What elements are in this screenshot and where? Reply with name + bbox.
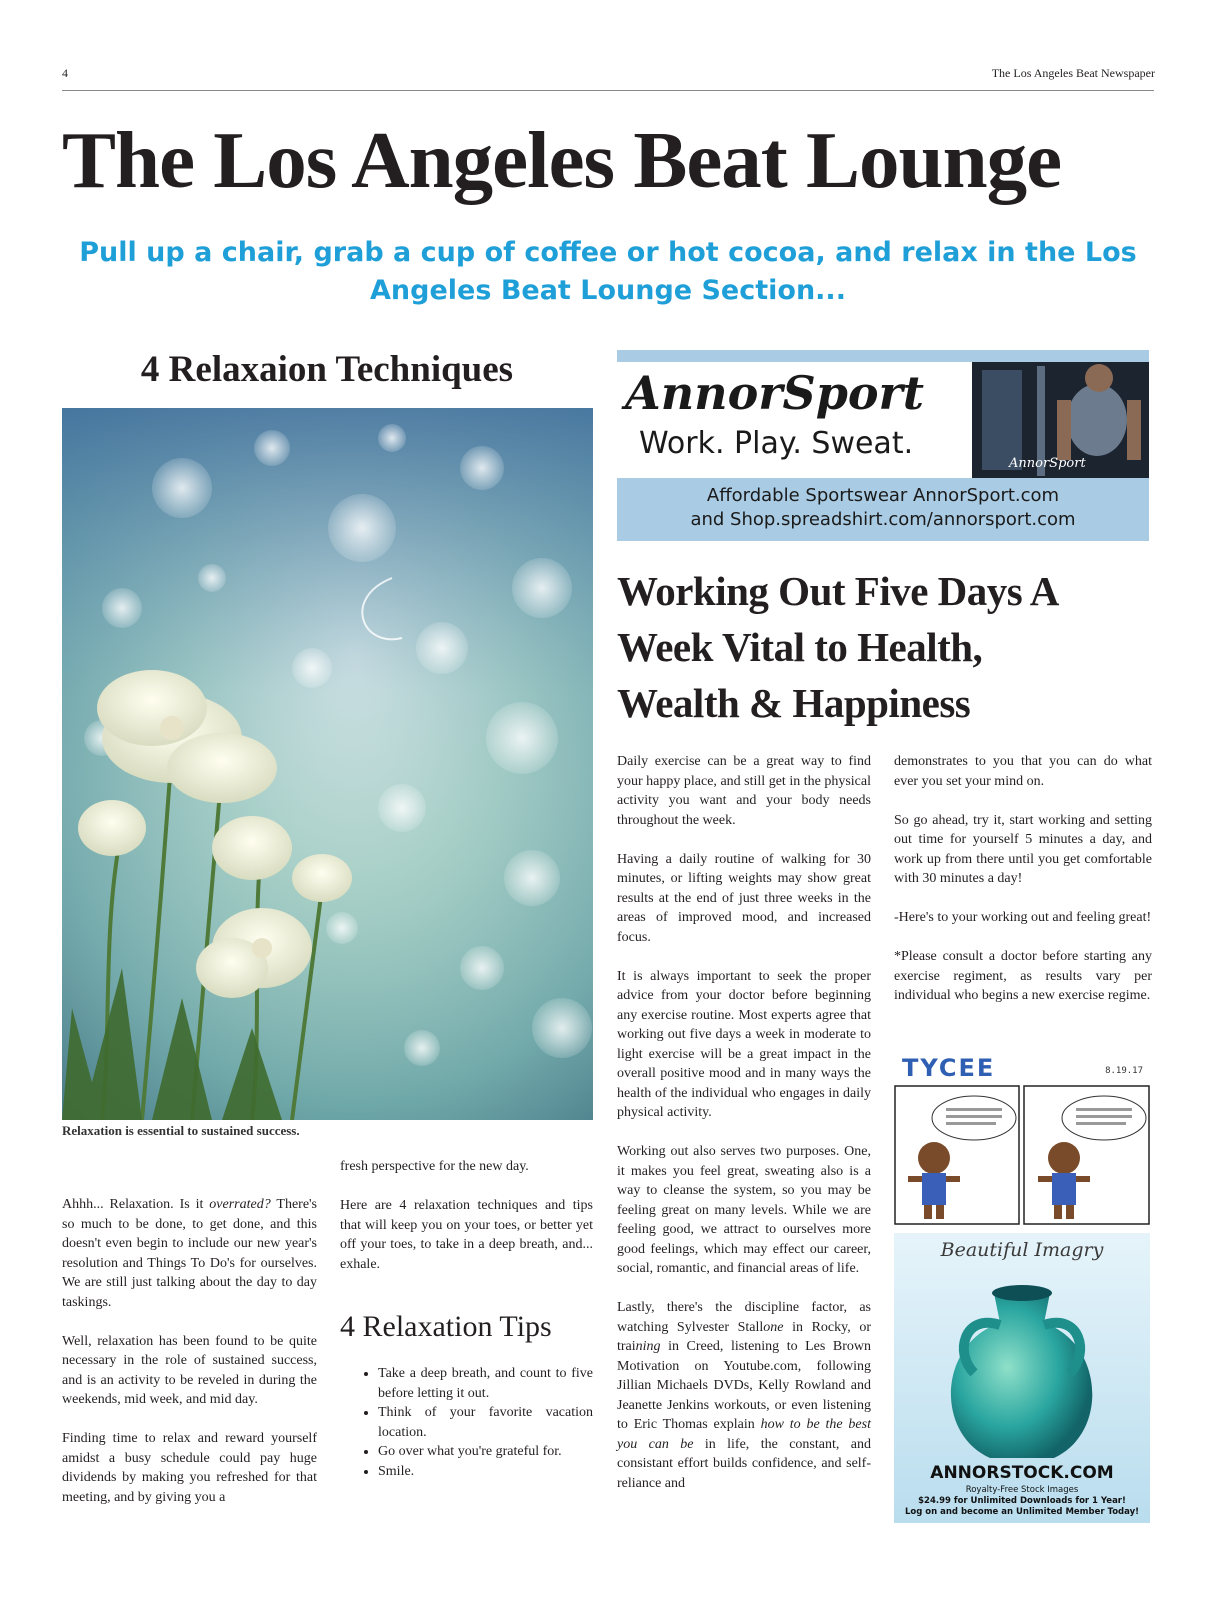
workout-article-column-2: [894, 752, 1152, 1025]
masthead: The Los Angeles Beat Lounge: [62, 115, 1062, 205]
annorsport-slogan: Work. Play. Sweat.: [639, 426, 914, 461]
stock-ad-line-2: $24.99 for Unlimited Downloads for 1 Year!: [918, 1496, 1126, 1506]
relax-article-column-2: [340, 1157, 593, 1294]
stock-ad-heading: Beautiful Imagry: [940, 1239, 1104, 1261]
relax-paragraph-5: Here are 4 relaxation techniques and tips that will keep you on your toes, or better yet off your toes, to take in a deep breath, and... exhale.: [340, 1198, 593, 1272]
stock-ad-line-3: Log on and become an Unlimited Member Today!: [904, 1507, 1140, 1517]
annorsport-line-1: Affordable Sportswear AnnorSport.com: [706, 485, 1060, 506]
relax-article-title: 4 Relaxaion Techniques: [140, 349, 514, 390]
tycee-comic: [894, 1054, 1151, 1225]
workout-paragraph-8: -Here's to your working out and feeling great!: [894, 910, 1152, 925]
relax-paragraph-1: Ahhh... Relaxation. Is it overrated? There's so much to be done, to get done, and this doesn't even begin to include our new year's resolution and Things To Do's for ourselves. We are still just talking about the day to day taskings.: [62, 1197, 318, 1310]
page-number: 4: [62, 66, 68, 80]
header-rule: [62, 90, 1154, 91]
relax-paragraph-4: fresh perspective for the new day.: [340, 1159, 529, 1174]
workout-paragraph-4: Working out also serves two purposes. One, it makes you feel great, sweating also is a way to cleanse the system, so you may be feeling great on many levels. While we are feeling good, we attract to ourselves more good feelings, which may effect our career, social, romantic, and financial areas of life.: [617, 1144, 871, 1276]
workout-paragraph-5: Lastly, there's the discipline factor, as watching Sylvester Stallone in Rocky, or training in Creed, listening to Les Brown Motivation on Youtube.com, following Jillian Michaels DVDs, Kelly Rowland and Jeanette Jenkins workouts, or even listening to Eric Thomas explain how to be the best you can be in life, the constant, and consistant effort builds confidence, and self-reliance and: [617, 1300, 872, 1491]
relax-paragraph-2: Well, relaxation has been found to be quite necessary in the role of sustained success, and is an activity to be reveled in during the weekends, mid week, and mid day.: [62, 1333, 317, 1407]
annorsport-ad-text: [617, 484, 1149, 532]
tagline: Pull up a chair, grab a cup of coffee or hot cocoa, and relax in the Los Angeles Beat Lounge Section...: [79, 237, 1137, 306]
tips-list-container: [340, 1364, 593, 1481]
tip-item: • Smile.: [378, 1462, 593, 1482]
workout-paragraph-3: It is always important to seek the proper advice from your doctor before beginning any exercise routine. Most experts agree that working out five days a week in moderate to light exercise will be a great impact in the overall positive mood and in many ways the health of the individual who engages in daily physical activity.: [617, 968, 871, 1120]
tips-list: [340, 1364, 593, 1481]
workout-paragraph-2: Having a daily routine of walking for 30 minutes, or lifting weights may show great results at the end of just three weeks in the areas of improved mood, and increased focus.: [617, 851, 871, 945]
workout-article-column-1: [617, 752, 871, 1513]
tip-item: • Think of your favorite vacation location.: [378, 1403, 593, 1442]
workout-paragraph-6: demonstrates to you that you can do what ever you set your mind on.: [894, 754, 1152, 789]
photo-caption: Relaxation is essential to sustained success.: [62, 1123, 300, 1138]
annorsport-line-2: and Shop.spreadshirt.com/annorsport.com: [690, 509, 1076, 530]
workout-article-title: [617, 563, 1157, 731]
workout-paragraph-1: Daily exercise can be a great way to find your happy place, and still get in the physical activity you want and your body needs throughout the week.: [617, 754, 871, 828]
tip-item: • Go over what you're grateful for.: [378, 1442, 593, 1462]
publication-name: The Los Angeles Beat Newspaper: [991, 66, 1155, 80]
workout-title-line: Week Vital to Health,: [617, 624, 983, 670]
relax-paragraph-3: Finding time to relax and reward yourself amidst a busy schedule could pay huge dividends by making you refreshed for that meeting, and by giving you a: [62, 1431, 317, 1505]
stock-ad-lines: [894, 1485, 1150, 1518]
stock-ad-site: ANNORSTOCK.COM: [930, 1463, 1114, 1483]
tip-item: • Take a deep breath, and count to five before letting it out.: [378, 1364, 593, 1403]
workout-title-line: Wealth & Happiness: [617, 680, 971, 726]
annorsport-photo-brand: AnnorSport: [1009, 456, 1086, 471]
annorsport-logo: AnnorSport: [625, 366, 925, 420]
stock-ad-line-1: Royalty-Free Stock Images: [965, 1485, 1079, 1495]
comic-title: TYCEE: [902, 1054, 996, 1082]
flowers-photo: [62, 408, 593, 1120]
annorstock-ad[interactable]: [894, 1233, 1150, 1523]
workout-paragraph-9: *Please consult a doctor before starting any exercise regiment, as results vary per individual who begins a new exercise regime.: [894, 949, 1152, 1003]
comic-date: 8.19.17: [1105, 1066, 1143, 1076]
workout-paragraph-7: So go ahead, try it, start working and setting out time for yourself 5 minutes a day, and work up from there until you get comfortable with 30 minutes a day!: [894, 812, 1152, 886]
annorsport-ad[interactable]: [617, 350, 1149, 541]
relax-article-column-1: [62, 1195, 317, 1527]
workout-title-line: Working Out Five Days A: [617, 568, 1059, 614]
tips-title: 4 Relaxation Tips: [340, 1310, 552, 1343]
